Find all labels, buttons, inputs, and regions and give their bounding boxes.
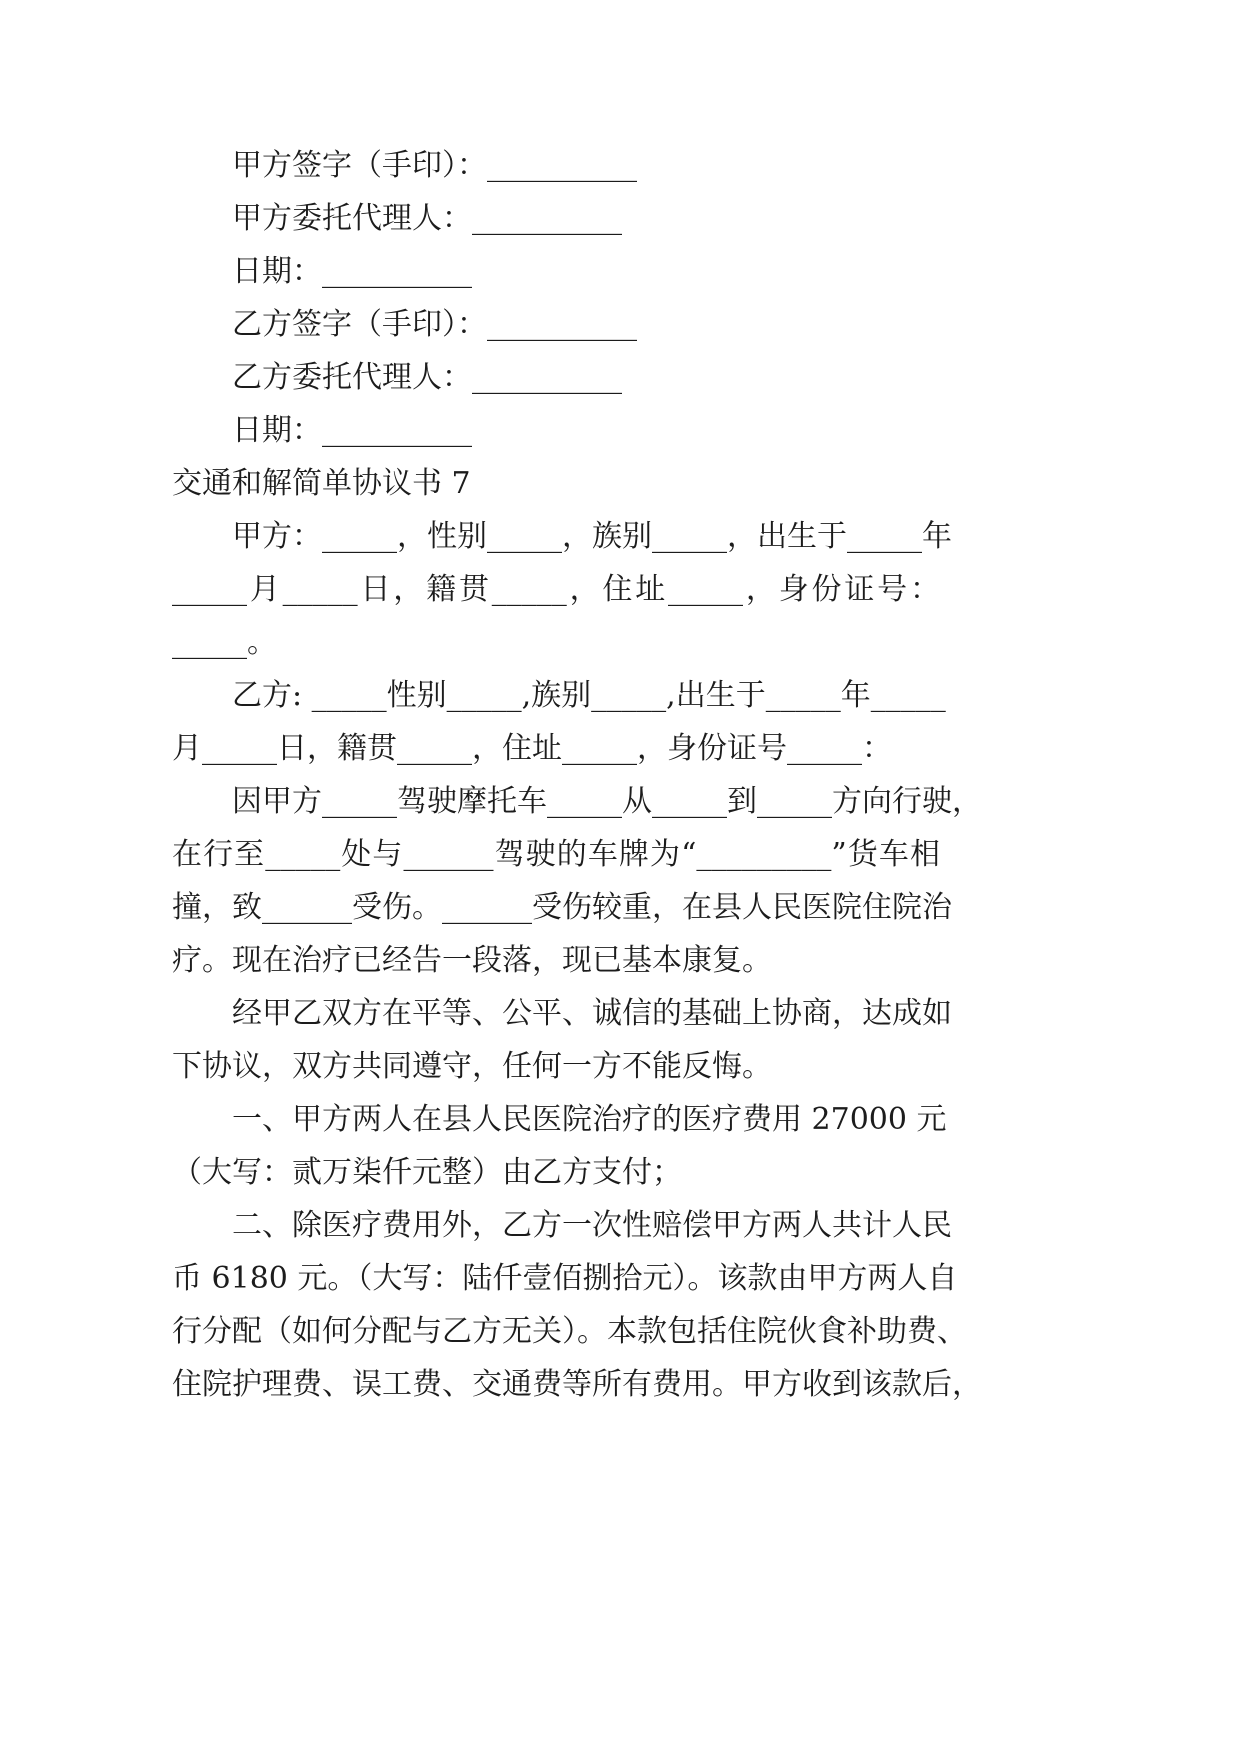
incident-paragraph-line: 疗。现在治疗已经告一段落，现已基本康复。 <box>172 943 772 978</box>
party-b-signature-line: 乙方签字（手印）：__________ <box>232 307 637 342</box>
section-title: 交通和解简单协议书 7 <box>172 466 471 501</box>
clause-1-line: （大写：贰万柒仟元整）由乙方支付； <box>172 1155 682 1190</box>
agreement-intro-line: 下协议，双方共同遵守，任何一方不能反悔。 <box>172 1049 772 1084</box>
clause-2-line: 行分配（如何分配与乙方无关）。本款包括住院伙食补助费、 <box>172 1314 967 1349</box>
incident-paragraph-line: 撞，致______受伤。______受伤较重，在县人民医院住院治 <box>172 890 952 925</box>
clause-2-line: 二、除医疗费用外，乙方一次性赔偿甲方两人共计人民 <box>232 1208 952 1243</box>
party-a-agent-line: 甲方委托代理人：__________ <box>232 201 622 236</box>
agreement-intro-line: 经甲乙双方在平等、公平、诚信的基础上协商，达成如 <box>232 996 952 1031</box>
incident-paragraph-line: 因甲方_____驾驶摩托车_____从_____到_____方向行驶， <box>232 784 982 819</box>
party-a-date-line: 日期：__________ <box>232 254 472 289</box>
party-b-date-line: 日期：__________ <box>232 413 472 448</box>
party-b-paragraph-line: 月_____日，籍贯_____，住址_____，身份证号_____： <box>172 731 892 766</box>
party-a-paragraph-line: _____月_____日，籍贯_____，住址_____，身份证号： <box>172 572 940 607</box>
party-a-paragraph-line: 甲方：_____，性别_____，族别_____，出生于_____年 <box>232 519 952 554</box>
clause-2-line: 住院护理费、误工费、交通费等所有费用。甲方收到该款后， <box>172 1367 982 1402</box>
party-b-agent-line: 乙方委托代理人：__________ <box>232 360 622 395</box>
party-a-paragraph-line: _____。 <box>172 625 277 660</box>
party-a-signature-line: 甲方签字（手印）：__________ <box>232 148 637 183</box>
incident-paragraph-line: 在行至_____处与______驾驶的车牌为“_________”货车相 <box>172 837 940 872</box>
clause-2-line: 币 6180 元。（大写：陆仟壹佰捌拾元）。该款由甲方两人自 <box>172 1261 958 1296</box>
clause-1-line: 一、甲方两人在县人民医院治疗的医疗费用 27000 元 <box>232 1102 947 1137</box>
party-b-paragraph-line: 乙方: _____性别_____,族别_____,出生于_____年_____ <box>232 678 946 713</box>
